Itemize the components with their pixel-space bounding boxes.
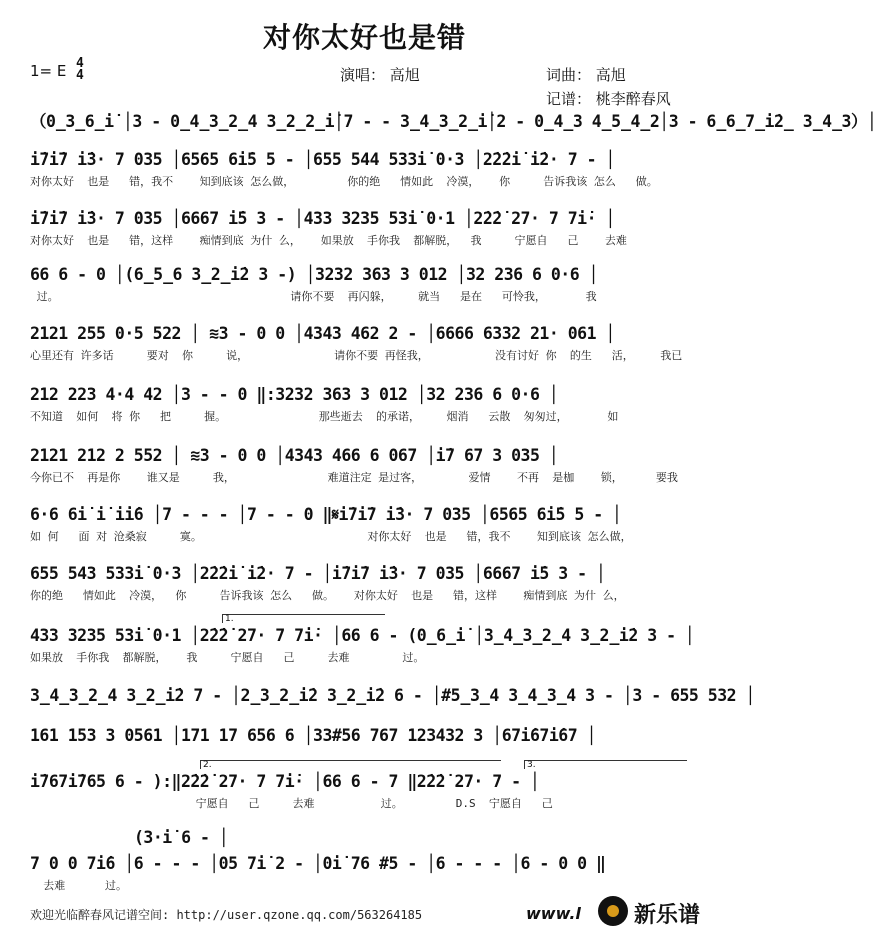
notes-line: 3̲4̲3̲2̲4 3̲2̲i̇2 7 - │2̲3̲2̲i̇2 3̲2̲i̇2 6 - │#5̲3̲4 3̲4̲3̲4 3 - │3 - 655 532 │ [30, 686, 755, 705]
singer-credit: 演唱： 高旭 [340, 66, 420, 84]
notes-line: i̇7i̇7 i̇3· 7 035 │6565 6i̇5 5 - │655 544 533i̇ 0·3 │2̇2̇2̇i̇ i̇2· 7 - │ [30, 150, 615, 169]
notes-line: 2121 212 2 552 │ ≋3 - 0 0 │4343 466 6 067 │i̇7 67 3 035 │ [30, 446, 559, 465]
notes-line: 655 543 533i̇ 0·3 │2̇2̇2̇i̇ i̇2· 7 - │i̇7i̇7 i̇3· 7 035 │6667 i̇5 3 - │ [30, 564, 606, 583]
song-title: 对你太好也是错 [262, 21, 466, 54]
lyrics-line: 如 何 面 对 沧桑寂 寞。 对你太好 也是 错，我不 知到底该 怎么做， [30, 530, 632, 543]
notes-line: i̇767i̇765 6 - ):‖2̇2̇2̇ 27· 7 7i̇· │66 6 - 7 ‖2̇2̇2̇ 27· 7 - │ [30, 772, 540, 791]
staff-row-13 [0, 760, 729, 828]
volta-1: 1. [222, 614, 385, 623]
volta-3: 3. [524, 760, 687, 769]
staff-row-9 [0, 564, 729, 620]
notes-line: 2121 255 0·5 522 │ ≋3 - 0 0 │4343 462 2 - │6666 6332 21· 061 │ [30, 324, 615, 343]
site-logo-text: 新乐谱 [634, 903, 701, 928]
lyrics-line: 如果放 手你我 都解脱， 我 宁愿自 己 去难 过。 [30, 651, 425, 664]
time-signature [76, 58, 84, 82]
notes-line: i̇7i̇7 i̇3· 7 035 │6667 i̇5 3 - │433 3235 53i̇ 0·1 │2̇2̇2̇ 27· 7 7i̇· │ [30, 209, 615, 228]
footer-credit: 欢迎光临醉春风记谱空间: http://user.qzone.qq.com/563264185 [30, 908, 423, 922]
notes-line: 161 153 3 0561 │171 17 656 6 │33#56 767 123432 3 │67i̇67i̇67 │ [30, 726, 597, 745]
notes-line: 7 0 0 7i̇6 │6 - - - │05 7i̇ 2 - │0i̇ 76 #5 - │6 - - - │6 - 0 0 ‖ [30, 854, 606, 873]
time-signature-bottom: 4 [76, 68, 84, 83]
staff-row-2 [0, 150, 729, 206]
site-watermark: www.l [526, 904, 581, 923]
lyrics-line: 不知道 如何 将 你 把 握。 那些逝去 的承诺， 烟消 云散 匆匆过， 如 [30, 410, 619, 423]
staff-row-5 [0, 324, 729, 380]
notes-line: （0̲3̲6̲i̇ │3 - 0̲4̲3̲2̲4 3̲2̲2̲i̇│7 - - 3̲4̲3̲2̲i̇│2 - 0̲4̲3 4̲5̲4̲2│3 - 6̲6̲7̲i̇2̲ 3̲4̲3）│ [30, 112, 876, 131]
notes-line: 6·6 6i̇ i̇ i̇i̇6 │7 - - - │7 - - 0 ‖𝄋i̇7i̇7 i̇3· 7 035 │6565 6i̇5 5 - │ [30, 505, 622, 524]
lyrics-line: 去难 过。 [30, 879, 127, 892]
notes-line: 433 3235 53i̇ 0·1 │2̇2̇2̇ 27· 7 7i̇· │66 6 - (0̲6̲i̇ │3̲4̲3̲2̲4 3̲2̲i̇2 3 - │ [30, 626, 695, 645]
lyrics-line: 你的绝 情如此 冷漠， 你 告诉我该 怎么 做。 对你太好 也是 错，这样 痴情到底 为什 么， [30, 589, 625, 602]
staff-row-8 [0, 505, 729, 561]
notes-line: (3·i̇ 6 - │ [134, 828, 229, 847]
lyrics-line: 对你太好 也是 错，我不 知到底该 怎么做， 你的绝 情如此 冷漠， 你 告诉我该 怎么 做。 [30, 175, 658, 188]
composer-credit: 词曲： 高旭 [546, 66, 626, 84]
lyrics-line: 宁愿自 己 去难 过。 D.S 宁愿自 己 [30, 797, 553, 810]
staff-row-3 [0, 209, 729, 265]
staff-row-10 [0, 614, 729, 682]
lyrics-line: 过。 请你不要 再闪躲， 就当 是在 可怜我， 我 [30, 290, 597, 303]
staff-row-4 [0, 265, 729, 321]
lyrics-line: 今你已不 再是你 谁又是 我， 难道注定 是过客， 爱情 不再 是枷 锁， 要我 [30, 471, 678, 484]
time-signature-top: 4 [76, 56, 84, 71]
staff-row-7 [0, 446, 729, 502]
lyrics-line: 对你太好 也是 错，这样 痴情到底 为什 么， 如果放 手你我 都解脱， 我 宁愿自 己 去难 [30, 234, 627, 247]
lyrics-line: 心里还有 许多话 要对 你 说， 请你不要 再怪我， 没有讨好 你 的生 活， 我已 [30, 349, 683, 362]
transcriber-credit: 记谱： 桃李醉春风 [546, 90, 671, 108]
volta-2: 2. [200, 760, 501, 769]
music-disc-icon [598, 896, 628, 926]
notes-line: 212 223 4·4 42 │3 - - 0 ‖:3232 363 3 012 │32 236 6 0·6 │ [30, 385, 559, 404]
notes-line: 66 6 - 0 │(6̲5̲6 3̲2̲i̇2 3 -) │3232 363 3 012 │32 236 6 0·6 │ [30, 265, 599, 284]
staff-row-6 [0, 385, 729, 441]
key-signature: 1= E [30, 62, 67, 80]
